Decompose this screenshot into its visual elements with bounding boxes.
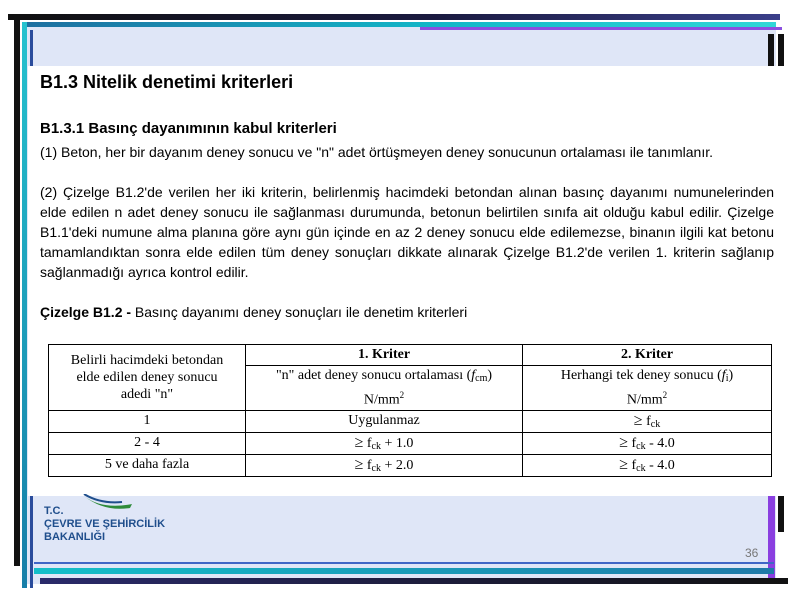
frame-right-purple-bar xyxy=(768,488,775,580)
row-header-line: adedi "n" xyxy=(120,386,174,402)
criterion-2-index: ck xyxy=(636,441,646,453)
criterion-2-base: f xyxy=(631,436,637,452)
criterion-2-offset: - 4.0 xyxy=(645,436,675,452)
table-row xyxy=(49,410,772,432)
ministry-logo-text xyxy=(44,505,165,544)
criterion-1-header: 1. Kriter xyxy=(246,345,523,366)
criterion-1-subheader xyxy=(246,366,523,411)
document-screenshot xyxy=(28,66,786,496)
greater-equal-symbol: ≥ xyxy=(354,456,364,474)
criterion-1-cell xyxy=(246,432,523,454)
criterion-1-symbol: f xyxy=(471,368,476,383)
criterion-2-offset: - 4.0 xyxy=(645,458,675,474)
criterion-2-unit-exponent: 2 xyxy=(662,390,668,400)
frame-top-purple-bar xyxy=(420,27,782,30)
sample-count-cell: 5 ve daha fazla xyxy=(49,454,246,476)
criterion-2-symbol-index: i xyxy=(725,373,729,384)
document-heading: B1.3 Nitelik denetimi kriterleri xyxy=(40,72,294,92)
frame-top-dark-bar xyxy=(8,14,780,20)
frame-bottom-cyan-bar xyxy=(34,568,774,574)
criteria-table xyxy=(48,344,772,477)
frame-left-dark-bar xyxy=(14,14,20,566)
table-row xyxy=(49,432,772,454)
paragraph-2: (2) Çizelge B1.2'de verilen her iki kriterin, belirlenmiş hacimdeki betondan alınan basınç dayanımı numunelerinden elde edilen n adet deney sonucu ile sağlanması durumunda, betonun belirtilen sınıfa ait olduğu kabul edilir. Çizelge B1.1'deki numune alma planına göre aynı gün içinde en az 2 deney sonucu elde edilemezse, binanın ilgili kat betonu tamamlandıktan sonra elde edilen tüm deney sonuçları dikkate alınarak Çizelge B1.2'de verilen 1. kriterin sağlanıp sağlanmadığı ayrıca kontrol edilir. xyxy=(40,184,774,280)
criterion-2-header: 2. Kriter xyxy=(523,345,772,366)
criterion-1-symbol-index: cm xyxy=(475,373,488,384)
table-caption-text: Basınç dayanımı deney sonuçları ile denetim kriterleri xyxy=(131,304,468,320)
criterion-1-cell xyxy=(246,454,523,476)
criterion-1-base: f xyxy=(366,458,372,474)
criterion-1-base: f xyxy=(366,436,372,452)
sample-count-cell: 1 xyxy=(49,410,246,432)
row-header-line: elde edilen deney sonucu xyxy=(76,369,218,385)
criterion-2-subheader-close: ) xyxy=(728,368,734,383)
criterion-1-offset: + 2.0 xyxy=(381,458,414,474)
greater-equal-symbol: ≥ xyxy=(633,412,643,430)
logo-line-1: T.C. xyxy=(44,505,64,517)
criterion-2-base: f xyxy=(631,458,637,474)
table-caption xyxy=(40,304,467,320)
criterion-2-index: ck xyxy=(636,463,646,475)
criterion-2-subheader-text: Herhangi tek deney sonucu ( xyxy=(560,368,722,383)
row-header-cell xyxy=(49,345,246,411)
frame-bottom-dark-bar xyxy=(40,578,788,584)
frame-right-dark-bar-short xyxy=(768,34,774,66)
logo-line-3: BAKANLIĞI xyxy=(44,531,106,543)
criterion-2-subheader xyxy=(523,366,772,411)
criterion-1-cell: Uygulanmaz xyxy=(246,410,523,432)
frame-left-cyan-bar xyxy=(22,22,27,588)
criterion-2-cell xyxy=(523,432,772,454)
table-row xyxy=(49,454,772,476)
criterion-2-unit: N/mm xyxy=(626,392,663,408)
page-number: 36 xyxy=(745,546,759,560)
criterion-1-subheader-text: "n" adet deney sonucu ortalaması ( xyxy=(275,368,472,383)
criterion-2-base: f xyxy=(646,414,651,430)
greater-equal-symbol: ≥ xyxy=(354,434,364,452)
criterion-2-symbol: f xyxy=(721,368,726,383)
criterion-2-cell xyxy=(523,454,772,476)
greater-equal-symbol: ≥ xyxy=(619,456,628,474)
criterion-1-subheader-close: ) xyxy=(487,368,493,383)
criterion-1-unit-exponent: 2 xyxy=(399,390,405,400)
logo-line-2: ÇEVRE VE ŞEHİRCİLİK xyxy=(44,518,166,530)
section-title: B1.3.1 Basınç dayanımının kabul kriterleri xyxy=(40,120,337,137)
criterion-1-unit: N/mm xyxy=(363,392,400,408)
table-caption-label: Çizelge B1.2 - xyxy=(40,304,132,320)
paragraph-1: (1) Beton, her bir dayanım deney sonucu ve "n" adet örtüşmeyen deney sonucunun ortalaması ile tanımlanır. xyxy=(40,144,713,160)
greater-equal-symbol: ≥ xyxy=(619,434,628,452)
criterion-1-offset: + 1.0 xyxy=(381,436,414,452)
sample-count-cell: 2 - 4 xyxy=(49,432,246,454)
criterion-2-index: ck xyxy=(650,419,661,431)
frame-bottom-blue-bar xyxy=(34,562,774,564)
criterion-1-index: ck xyxy=(371,441,381,453)
row-header-line: Belirli hacimdeki betondan xyxy=(70,352,224,368)
criterion-1-index: ck xyxy=(371,463,381,475)
criterion-2-cell xyxy=(523,410,772,432)
